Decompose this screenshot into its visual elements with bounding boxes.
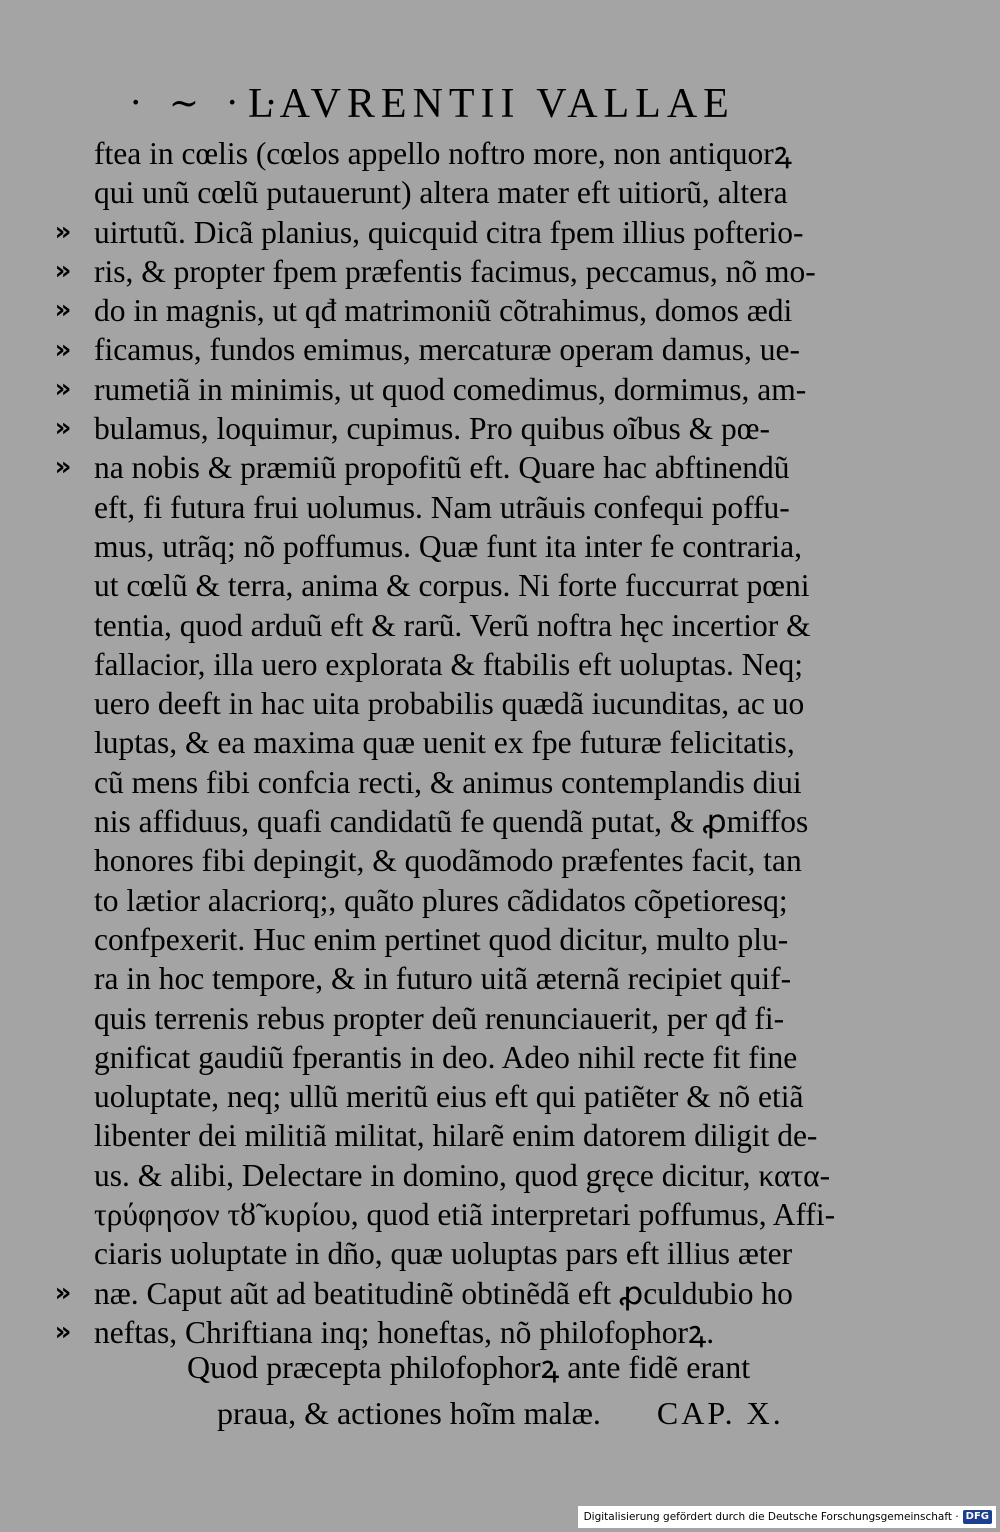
text-line: eft, fi futura frui uolumus. Nam utrãuis confequi poffu- <box>94 489 790 525</box>
text-line: gnificat gaudiũ fperantis in deo. Adeo nihil recte fit fine <box>94 1039 798 1075</box>
credit-text: Digitalisierung gefördert durch die Deutsche Forschungsgemeinschaft · <box>583 1511 959 1523</box>
text-line: ficamus, fundos emimus, mercaturæ operam damus, ue- <box>94 332 800 368</box>
text-line: rumetiã in minimis, ut quod comedimus, dormimus, am- <box>94 371 807 407</box>
body-text <box>94 134 954 1352</box>
chapter-label: CAP. X. <box>656 1395 784 1431</box>
text-line: to lætior alacriorq;, quãto plures cãdidatos cõpetioresq; <box>94 882 788 918</box>
text-line: quis terrenis rebus propter deũ renunciauerit, per qđ fi- <box>94 1000 785 1036</box>
text-line: neftas, Chriftiana inq; honeftas, nõ philofophorꝝ. <box>94 1314 715 1350</box>
text-line: fallacior, illa uero explorata & ftabilis eft uoluptas. Neq; <box>94 646 803 682</box>
text-line: uirtutũ. Dicã planius, quicquid citra fpem illius pofterio- <box>94 214 804 250</box>
margin-marker: » <box>54 1317 72 1347</box>
text-line: ra in hoc tempore, & in futuro uitã æternã recipiet quif- <box>94 961 792 997</box>
text-line: ciaris uoluptate in dño, quæ uoluptas pars eft illius æter <box>94 1236 793 1272</box>
text-line: honores fibi depingit, & quodãmodo præfentes facit, tan <box>94 843 802 879</box>
margin-marker: » <box>54 413 72 444</box>
text-line: qui unũ cœlũ putauerunt) altera mater eft uitiorũ, altera <box>94 175 788 211</box>
text-line: mus, utrãq; nõ poffumus. Quæ funt ita inter fe contraria, <box>94 528 803 564</box>
text-line: confpexerit. Huc enim pertinet quod dicitur, multo plu- <box>94 921 789 957</box>
chapter-heading-line-1: Quod præcepta philofophorꝝ ante fidẽ erant <box>187 1349 751 1385</box>
text-line: ut cœlũ & terra, anima & corpus. Ni forte fuccurrat pœni <box>94 568 810 604</box>
digitization-credit <box>578 1506 996 1528</box>
margin-marker: » <box>54 255 72 286</box>
text-line: ftea in cœlis (cœlos appello noftro more, non antiquorꝝ <box>94 136 792 171</box>
text-line: cũ mens fibi confcia recti, & animus contemplandis diui <box>94 764 802 800</box>
margin-marker: » <box>54 373 72 404</box>
text-line: us. & alibi, Delectare in domino, quod gręce dicitur, κατα- <box>94 1157 831 1193</box>
running-head-title: LAVRENTII VALLAE <box>248 81 735 127</box>
text-line: tentia, quod arduũ eft & rarũ. Verũ noftra hęc incertior & <box>94 607 811 643</box>
margin-marker: » <box>54 334 72 365</box>
text-line: uoluptate, neq; ullũ meritũ eius eft qui patiẽter & nõ etiã <box>94 1079 804 1115</box>
text-line: bulamus, loquimur, cupimus. Pro quibus oĩbus & pœ- <box>94 411 770 447</box>
running-head-ornament: · ~ · · <box>130 83 285 124</box>
chapter-heading-line-2 <box>0 1392 1000 1434</box>
margin-marker: » <box>54 452 72 483</box>
dfg-logo: DFG <box>963 1510 992 1524</box>
text-line: uero deeft in hac uita probabilis quædã iucunditas, ac uo <box>94 686 805 722</box>
text-line: na nobis & præmiũ propofitũ eft. Quare hac abftinendũ <box>94 450 790 486</box>
text-line: luptas, & ea maxima quæ uenit ex fpe futuræ felicitatis, <box>94 725 795 761</box>
text-line: nis affiduus, quafi candidatũ fe quendã putat, & ꝓmiffos <box>94 804 809 840</box>
text-line: do in magnis, ut qđ matrimoniũ cõtrahimus, domos ædi <box>94 293 793 329</box>
text-line: ris, & propter fpem præfentis facimus, peccamus, nõ mo- <box>94 253 816 289</box>
text-line: næ. Caput aũt ad beatitudinẽ obtinẽdã eft ꝓculdubio ho <box>94 1275 793 1311</box>
margin-marker: » <box>54 295 72 326</box>
text-line: libenter dei militiã militat, hilarẽ enim datorem diligit de- <box>94 1118 818 1154</box>
chapter-heading-text: praua, & actiones hoĩm malæ. <box>217 1395 601 1431</box>
text-line: τρύφησον τȣ̃ κυρίου, quod etiã interpretari poffumus, Affi- <box>94 1197 836 1233</box>
margin-marker: » <box>54 1277 72 1308</box>
margin-marker: » <box>54 216 72 247</box>
